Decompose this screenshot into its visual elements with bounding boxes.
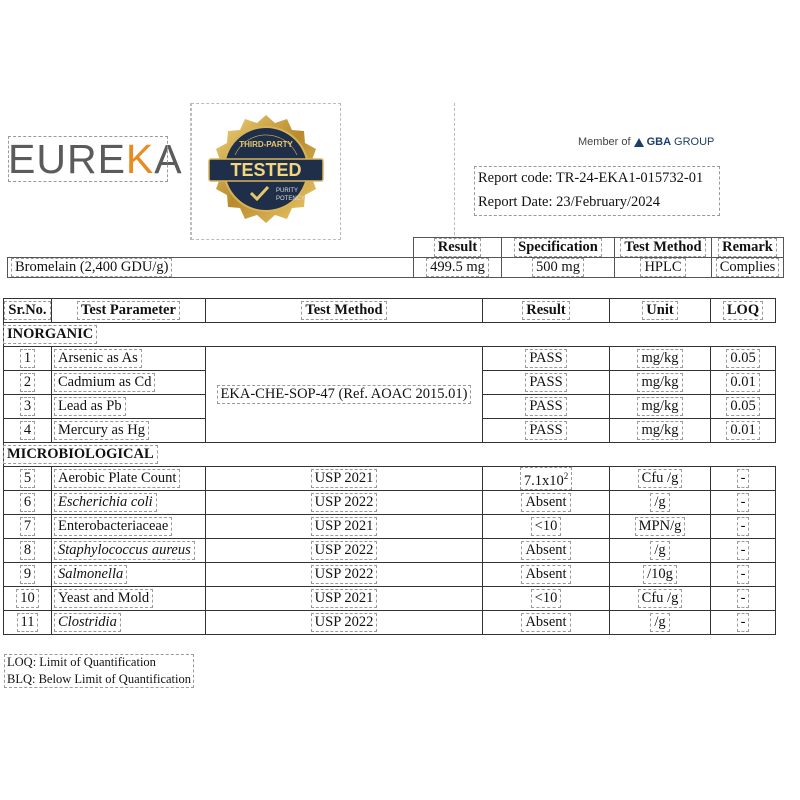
row-result: PASS — [483, 347, 610, 371]
summary-remark: Complies — [712, 258, 784, 278]
table-row — [4, 467, 776, 491]
row-unit: mg/kg — [610, 395, 711, 419]
summary-spec: 500 mg — [502, 258, 615, 278]
row-unit: /g — [610, 491, 711, 515]
row-unit: mg/kg — [610, 347, 711, 371]
summary-header-remark: Remark — [712, 238, 784, 258]
header-unit: Unit — [610, 299, 711, 323]
summary-table — [7, 237, 784, 278]
report-code: Report code: TR-24-EKA1-015732-01 — [478, 170, 704, 186]
member-label: Member of — [578, 136, 631, 148]
table-row — [4, 515, 776, 539]
third-party-tested-badge — [191, 103, 341, 240]
row-loq: - — [711, 563, 776, 587]
badge-line1: THIRD-PARTY — [239, 140, 293, 149]
table-row — [4, 347, 776, 371]
table-row — [4, 491, 776, 515]
row-sr-no: 2 — [4, 371, 52, 395]
row-parameter: Mercury as Hg — [52, 419, 206, 443]
row-result: Absent — [483, 491, 610, 515]
row-sr-no: 8 — [4, 539, 52, 563]
section-title-inorganic: INORGANIC — [4, 323, 776, 347]
row-result: Absent — [483, 611, 610, 635]
header-loq: LOQ — [711, 299, 776, 323]
inorganic-test-method: EKA-CHE-SOP-47 (Ref. AOAC 2015.01) — [206, 347, 483, 443]
summary-header-spec: Specification — [502, 238, 615, 258]
row-sr-no: 5 — [4, 467, 52, 491]
row-sr-no: 6 — [4, 491, 52, 515]
row-sr-no: 10 — [4, 587, 52, 611]
row-sr-no: 1 — [4, 347, 52, 371]
row-result: <10 — [483, 587, 610, 611]
footnotes — [4, 654, 194, 688]
section-row-microbiological — [4, 443, 776, 467]
table-row — [4, 587, 776, 611]
section-row-inorganic — [4, 323, 776, 347]
table-row — [4, 539, 776, 563]
row-loq: 0.01 — [711, 371, 776, 395]
row-unit: Cfu /g — [610, 467, 711, 491]
header-sr-no: Sr.No. — [4, 299, 52, 323]
logo-text-part1: EURE — [8, 136, 126, 182]
table-row — [4, 611, 776, 635]
note-blq: BLQ: Below Limit of Quantification — [7, 672, 191, 686]
row-sr-no: 3 — [4, 395, 52, 419]
row-parameter: Lead as Pb — [52, 395, 206, 419]
summary-header-row — [8, 238, 784, 258]
main-header-row — [4, 299, 776, 323]
row-result: PASS — [483, 419, 610, 443]
row-unit: /10g — [610, 563, 711, 587]
row-unit: mg/kg — [610, 371, 711, 395]
row-loq: - — [711, 515, 776, 539]
row-parameter: Salmonella — [52, 563, 206, 587]
row-parameter: Cadmium as Cd — [52, 371, 206, 395]
summary-result: 499.5 mg — [414, 258, 502, 278]
row-result: PASS — [483, 371, 610, 395]
row-result: $7.1x10^2$ — [483, 467, 610, 491]
row-method: USP 2021 — [206, 515, 483, 539]
row-unit: Cfu /g — [610, 587, 711, 611]
row-unit: MPN/g — [610, 515, 711, 539]
row-method: USP 2022 — [206, 491, 483, 515]
header-test-parameter: Test Parameter — [52, 299, 206, 323]
row-method: USP 2021 — [206, 467, 483, 491]
test-results-table — [3, 298, 776, 635]
summary-product-name: Bromelain (2,400 GDU/g) — [8, 258, 414, 278]
eureka-logo — [8, 136, 183, 182]
row-loq: - — [711, 539, 776, 563]
row-sr-no: 4 — [4, 419, 52, 443]
row-method: USP 2022 — [206, 539, 483, 563]
row-parameter: Enterobacteriaceae — [52, 515, 206, 539]
row-loq: 0.05 — [711, 395, 776, 419]
table-row — [4, 563, 776, 587]
summary-method: HPLC — [615, 258, 712, 278]
row-method: USP 2022 — [206, 611, 483, 635]
member-of-group — [578, 136, 714, 148]
row-result: <10 — [483, 515, 610, 539]
summary-header-method: Test Method — [615, 238, 712, 258]
note-loq: LOQ: Limit of Quantification — [7, 655, 156, 669]
row-unit: /g — [610, 539, 711, 563]
header-divider-right — [454, 103, 455, 240]
member-group-name: GBA — [646, 136, 672, 148]
badge-line2: TESTED — [230, 160, 302, 180]
member-group-suffix: GROUP — [674, 136, 715, 148]
report-info-box — [474, 166, 720, 216]
badge-line3: PURITY — [276, 188, 299, 194]
row-sr-no: 7 — [4, 515, 52, 539]
row-result: Absent — [483, 539, 610, 563]
row-parameter: Escherichia coli — [52, 491, 206, 515]
row-method: USP 2021 — [206, 587, 483, 611]
section-title-microbiological: MICROBIOLOGICAL — [4, 443, 776, 467]
row-parameter: Yeast and Mold — [52, 587, 206, 611]
header-result: Result — [483, 299, 610, 323]
row-loq: 0.01 — [711, 419, 776, 443]
row-result: PASS — [483, 395, 610, 419]
header-test-method: Test Method — [206, 299, 483, 323]
logo-text-accent: K — [125, 136, 155, 182]
badge-seal-icon — [191, 103, 341, 240]
row-parameter: Clostridia — [52, 611, 206, 635]
row-parameter: Arsenic as As — [52, 347, 206, 371]
row-parameter: Aerobic Plate Count — [52, 467, 206, 491]
summary-header-result: Result — [414, 238, 502, 258]
row-loq: - — [711, 491, 776, 515]
row-unit: /g — [610, 611, 711, 635]
badge-line4: POTENCY — [276, 196, 306, 202]
row-method: USP 2022 — [206, 563, 483, 587]
row-parameter: Staphylococcus aureus — [52, 539, 206, 563]
gba-triangle-icon — [634, 138, 644, 147]
row-sr-no: 9 — [4, 563, 52, 587]
row-unit: mg/kg — [610, 419, 711, 443]
summary-row — [8, 258, 784, 278]
row-result: Absent — [483, 563, 610, 587]
logo-text-part3: A — [154, 136, 183, 182]
report-date: Report Date: 23/February/2024 — [478, 194, 661, 210]
row-sr-no: 11 — [4, 611, 52, 635]
summary-blank-cell — [8, 238, 414, 258]
row-loq: 0.05 — [711, 347, 776, 371]
row-loq: - — [711, 611, 776, 635]
row-loq: - — [711, 467, 776, 491]
row-loq: - — [711, 587, 776, 611]
